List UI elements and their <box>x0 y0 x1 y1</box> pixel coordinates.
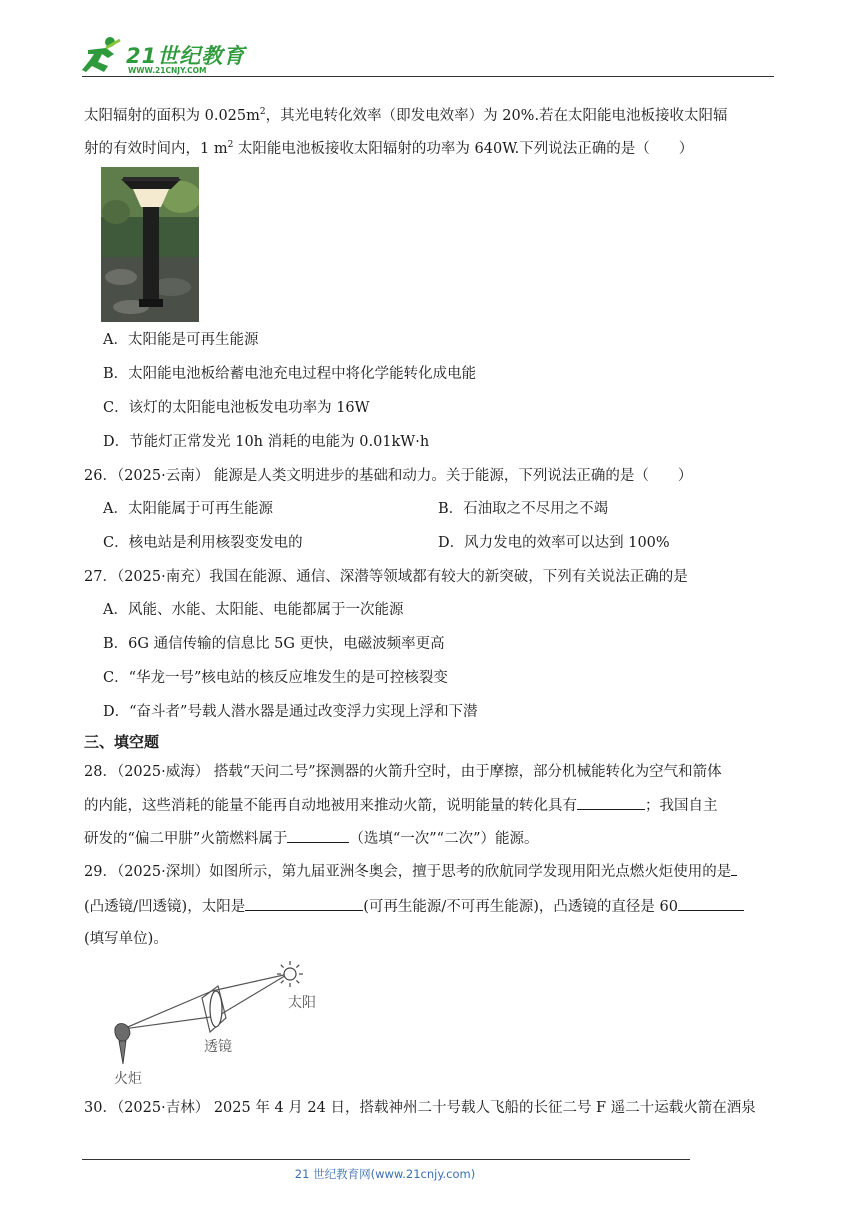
q28-line-3 <box>84 828 538 849</box>
q25-text: ，其光电转化效率（即发电效率）为 20%.若在太阳能电池板接收太阳辐 <box>265 108 728 124</box>
q29-text: (可再生能源/不可再生能源)，凸透镜的直径是 60 <box>363 899 678 915</box>
q25-option-c: C．该灯的太阳能电池板发电功率为 16W <box>103 400 370 416</box>
q28-blank-2[interactable] <box>287 828 349 843</box>
q28-line-1: 28．（2025·威海） 搭载“天问二号”探测器的火箭升空时，由于摩擦，部分机械能转化为空气和箭体 <box>84 764 722 780</box>
lens-diagram <box>100 956 340 1092</box>
q25-option-b: B．太阳能电池板给蓄电池充电过程中将化学能转化成电能 <box>103 366 477 382</box>
q25-line-1 <box>84 106 728 126</box>
lens-label: 透镜 <box>204 1039 232 1055</box>
footer-rule <box>82 1159 690 1160</box>
q28-text: （选填“一次”“二次”）能源。 <box>349 831 539 847</box>
lens-icon <box>204 986 228 1032</box>
solar-lamp-photo <box>101 167 199 322</box>
q29-line-3: (填写单位)。 <box>84 931 168 947</box>
q29-line-2 <box>84 896 744 917</box>
q29-line-1 <box>84 861 737 882</box>
q27-option-c: C．“华龙一号”核电站的核反应堆发生的是可控核裂变 <box>103 670 448 686</box>
q29-blank-2[interactable] <box>245 896 363 911</box>
q25-sup: 2 <box>227 140 234 150</box>
logo <box>80 36 250 78</box>
q27-option-d: D．“奋斗者”号载人潜水器是通过改变浮力实现上浮和下潜 <box>103 704 478 720</box>
q26-option-d: D．风力发电的效率可以达到 100% <box>438 535 670 551</box>
q28-text: 研发的“偏二甲肼”火箭燃料属于 <box>84 831 288 847</box>
q28-text: ；我国自主 <box>645 798 718 814</box>
q26-option-b: B．石油取之不尽用之不竭 <box>438 501 609 517</box>
torch-label: 火炬 <box>114 1071 142 1087</box>
q25-text: 射的有效时间内，1 m <box>84 141 228 157</box>
q25-option-a: A．太阳能是可再生能源 <box>103 332 259 348</box>
q25-option-d: D．节能灯正常发光 10h 消耗的电能为 0.01kW·h <box>103 434 430 450</box>
sun-icon <box>276 960 304 988</box>
q28-text: 的内能，这些消耗的能量不能再自动地被用来推动火箭，说明能量的转化具有 <box>84 798 577 814</box>
q29-blank-1[interactable] <box>731 861 737 876</box>
q25-line-2 <box>84 139 693 159</box>
q25-text: 太阳辐射的面积为 0.025m <box>84 108 260 124</box>
logo-url: WWW.21CNJY.COM <box>128 66 207 75</box>
q26-stem: 26．（2025·云南） 能源是人类文明进步的基础和动力。关于能源，下列说法正确的是（ ） <box>84 468 693 484</box>
q30-line-1: 30．（2025·吉林） 2025 年 4 月 24 日，搭载神州二十号载人飞船的长征二号 F 遥二十运载火箭在酒泉 <box>84 1100 756 1116</box>
q27-stem: 27．（2025·南充）我国在能源、通信、深潜等领域都有较大的新突破，下列有关说法正确的是 <box>84 569 688 585</box>
sun-label: 太阳 <box>288 995 316 1011</box>
q25-text: 太阳能电池板接收太阳辐射的功率为 640W.下列说法正确的是（ ） <box>233 141 694 157</box>
q26-option-c: C．核电站是利用核裂变发电的 <box>103 535 303 551</box>
q29-text: (凸透镜/凹透镜)，太阳是 <box>84 899 246 915</box>
header-rule <box>82 76 774 77</box>
runner-icon <box>80 36 124 76</box>
q25-sup: 2 <box>259 107 266 117</box>
footer-text: 21 世纪教育网(www.21cnjy.com) <box>294 1167 476 1181</box>
q28-line-2 <box>84 795 718 816</box>
q29-blank-3[interactable] <box>678 896 744 911</box>
q29-text: 29．（2025·深圳）如图所示，第九届亚洲冬奥会，擅于思考的欣航同学发现用阳光点燃火炬使用的是 <box>84 864 732 880</box>
q27-option-b: B．6G 通信传输的信息比 5G 更快，电磁波频率更高 <box>103 636 445 652</box>
q26-option-a: A．太阳能属于可再生能源 <box>103 501 273 517</box>
q28-blank-1[interactable] <box>577 795 645 810</box>
section-title: 三、填空题 <box>84 733 160 751</box>
q27-option-a: A．风能、水能、太阳能、电能都属于一次能源 <box>103 602 404 618</box>
logo-text: 21世纪教育 <box>126 44 246 68</box>
torch-icon <box>112 1022 134 1068</box>
